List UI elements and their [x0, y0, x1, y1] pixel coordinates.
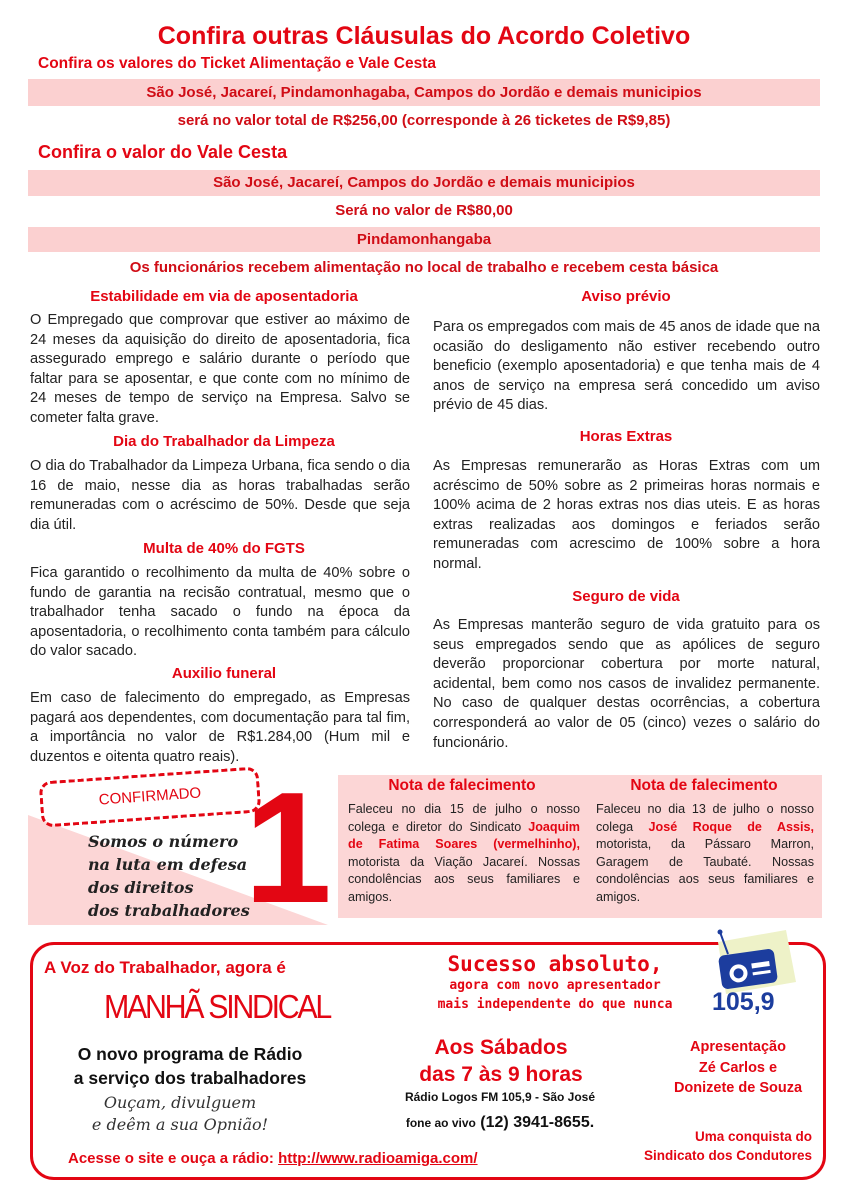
radio-tagline-1: O novo programa de Rádio: [77, 1044, 303, 1064]
phone-label: fone ao vivo: [405, 1116, 476, 1130]
ticket-band: São José, Jacareí, Pindamonhagaba, Campos do Jordão e demais municipios: [28, 79, 820, 106]
show-days: Aos Sábados: [434, 1036, 568, 1059]
note-text-1: Faleceu no dia 15 de julho o nosso colega e diretor do Sindicato Joaquim de Fatima Soares (vermelhinho), motorista da Viação Jacareí. Nossas condolências aos seus familiares e amigos.: [348, 802, 580, 904]
success-heading: Sucesso absoluto,: [447, 952, 663, 976]
section-heading-estabilidade: Estabilidade em via de aposentadoria: [90, 288, 358, 305]
section-heading-seguro: Seguro de vida: [572, 588, 680, 605]
site-label: Acesse o site e ouça a rádio:: [68, 1150, 279, 1167]
page-subtitle: Confira os valores do Ticket Alimentação e Vale Cesta: [38, 55, 436, 72]
section-text-fgts: Fica garantido o recolhimento da multa de 40% sobre o fundo de garantia na recisão contratual, mesmo que o trabalhador tenha sacado o fundo na época da aposentadoria, o recolhimento conta também para cálculo do valor sacado.: [30, 565, 410, 660]
section-heading-fgts: Multa de 40% do FGTS: [143, 540, 305, 557]
ticket-value: será no valor total de R$256,00 (corresponde à 26 ticketes de R$9,85): [177, 112, 671, 129]
page-title: Confira outras Cláusulas do Acordo Coletivo: [157, 22, 691, 50]
site-line: [68, 1150, 478, 1167]
radio-tagline-2: a serviço dos trabalhadores: [73, 1068, 307, 1088]
show-hours: das 7 às 9 horas: [419, 1063, 583, 1086]
presenter-2: Donizete de Souza: [673, 1080, 803, 1096]
radio-intro: A Voz do Trabalhador, agora é: [44, 958, 286, 977]
section-text-aviso: Para os empregados com mais de 45 anos de idade que na ocasião do desligamento não estiver recebendo outro beneficio (exemplo aposentadoria) e que tenha mais de 4 anos de serviço na empresa será concedido um aviso prévio de 45 dias.: [433, 319, 820, 414]
section-text-horas: As Empresas remunerarão as Horas Extras com um acréscimo de 50% sobre as 2 primeiras horas normais e 100% acima de 2 horas extras nos dias uteis. E as horas extras realizadas aos domingos e feriados serão remuneradas com acrescimo de 100% sobre a hora normal.: [433, 458, 820, 572]
section-text-funeral: Em caso de falecimento do empregado, as Empresas pagará aos dependentes, com documentação para tal fim, a importância no valor de R$1.284,00 (Hum mil e duzentos e oitenta quatro reais).: [30, 690, 410, 765]
station-frequency: 105,9: [712, 988, 775, 1016]
promo-line-3: dos direitos: [88, 878, 194, 897]
vale-cesta-value: Será no valor de R$80,00: [335, 202, 513, 219]
note-text-2: Faleceu no dia 13 de julho o nosso colega José Roque de Assis, motorista, da Pássaro Marron, Garagem de Taubaté. Nossas condolências aos seus familiares e amigos.: [596, 802, 814, 904]
note-name-1: Joaquim de Fatima Soares (vermelhinho),: [348, 819, 580, 851]
conquest-line-1: Uma conquista do: [694, 1129, 812, 1144]
phone-number: (12) 3941-8655.: [480, 1114, 595, 1131]
success-line-2: agora com novo apresentador: [449, 978, 661, 993]
vale-cesta-band: São José, Jacareí, Campos do Jordão e demais municipios: [28, 170, 820, 196]
pinda-band: Pindamonhangaba: [28, 227, 820, 252]
note-name-2: José Roque de Assis,: [648, 819, 814, 834]
radio-site-link[interactable]: http://www.radioamiga.com/: [278, 1150, 478, 1167]
manha-sindical-logo: MANHÃ SINDICAL: [104, 988, 330, 1025]
number-one: 1: [244, 760, 332, 936]
confirmado-label: CONFIRMADO: [98, 784, 202, 809]
vale-cesta-heading: Confira o valor do Vale Cesta: [38, 142, 288, 162]
section-heading-horas: Horas Extras: [579, 428, 673, 445]
promo-line-4: dos trabalhadores: [88, 901, 250, 920]
handwritten-line-1: Ouçam, divulguem: [103, 1093, 257, 1112]
section-text-seguro: As Empresas manterão seguro de vida gratuito para os seus empregados sendo que as apólices de seguro deverão proporcionar cobertura por morte natural, acidental, bem como nos casos de invalidez permanente. No caso de qualquer destas ocorrências, a cobertura corresponderá ao valor de 05 (cinco) vezes o salário do funcionário.: [433, 617, 820, 751]
presenter-1: Zé Carlos e: [698, 1059, 778, 1076]
section-text-limpeza: O dia do Trabalhador da Limpeza Urbana, fica sendo o dia 16 de maio, nesse dia as horas trabalhadas serão remuneradas com o acréscimo de 50%. Desde que seja dia útil.: [30, 458, 410, 533]
phone-line: [380, 1114, 620, 1132]
section-heading-limpeza: Dia do Trabalhador da Limpeza: [113, 433, 335, 450]
handwritten-line-2: e deêm a sua Opnião!: [91, 1115, 269, 1134]
section-text-estabilidade: O Empregado que comprovar que estiver ao máximo de 24 meses da aquisição do direito de aposentadoria, fica assegurado emprego e salário durante o período que faltar para se aposentar, e que conte com no mínimo de 24 meses de tempo de serviço na Empresa. Salvo se cometer falta grave.: [30, 312, 410, 426]
note-heading-1: Nota de falecimento: [388, 777, 536, 794]
success-line-3: mais independente do que nunca: [437, 997, 673, 1012]
pinda-note: Os funcionários recebem alimentação no local de trabalho e recebem cesta básica: [129, 259, 719, 276]
section-heading-aviso: Aviso prévio: [581, 288, 671, 305]
promo-line-1: Somos o número: [88, 832, 239, 851]
promo-line-2: na luta em defesa: [88, 855, 248, 874]
note-heading-2: Nota de falecimento: [630, 777, 778, 794]
presenters-label: Apresentação: [690, 1039, 786, 1055]
section-heading-funeral: Auxilio funeral: [171, 665, 277, 682]
station-name: Rádio Logos FM 105,9 - São José: [404, 1090, 596, 1104]
conquest-line-2: Sindicato dos Condutores: [643, 1148, 812, 1163]
